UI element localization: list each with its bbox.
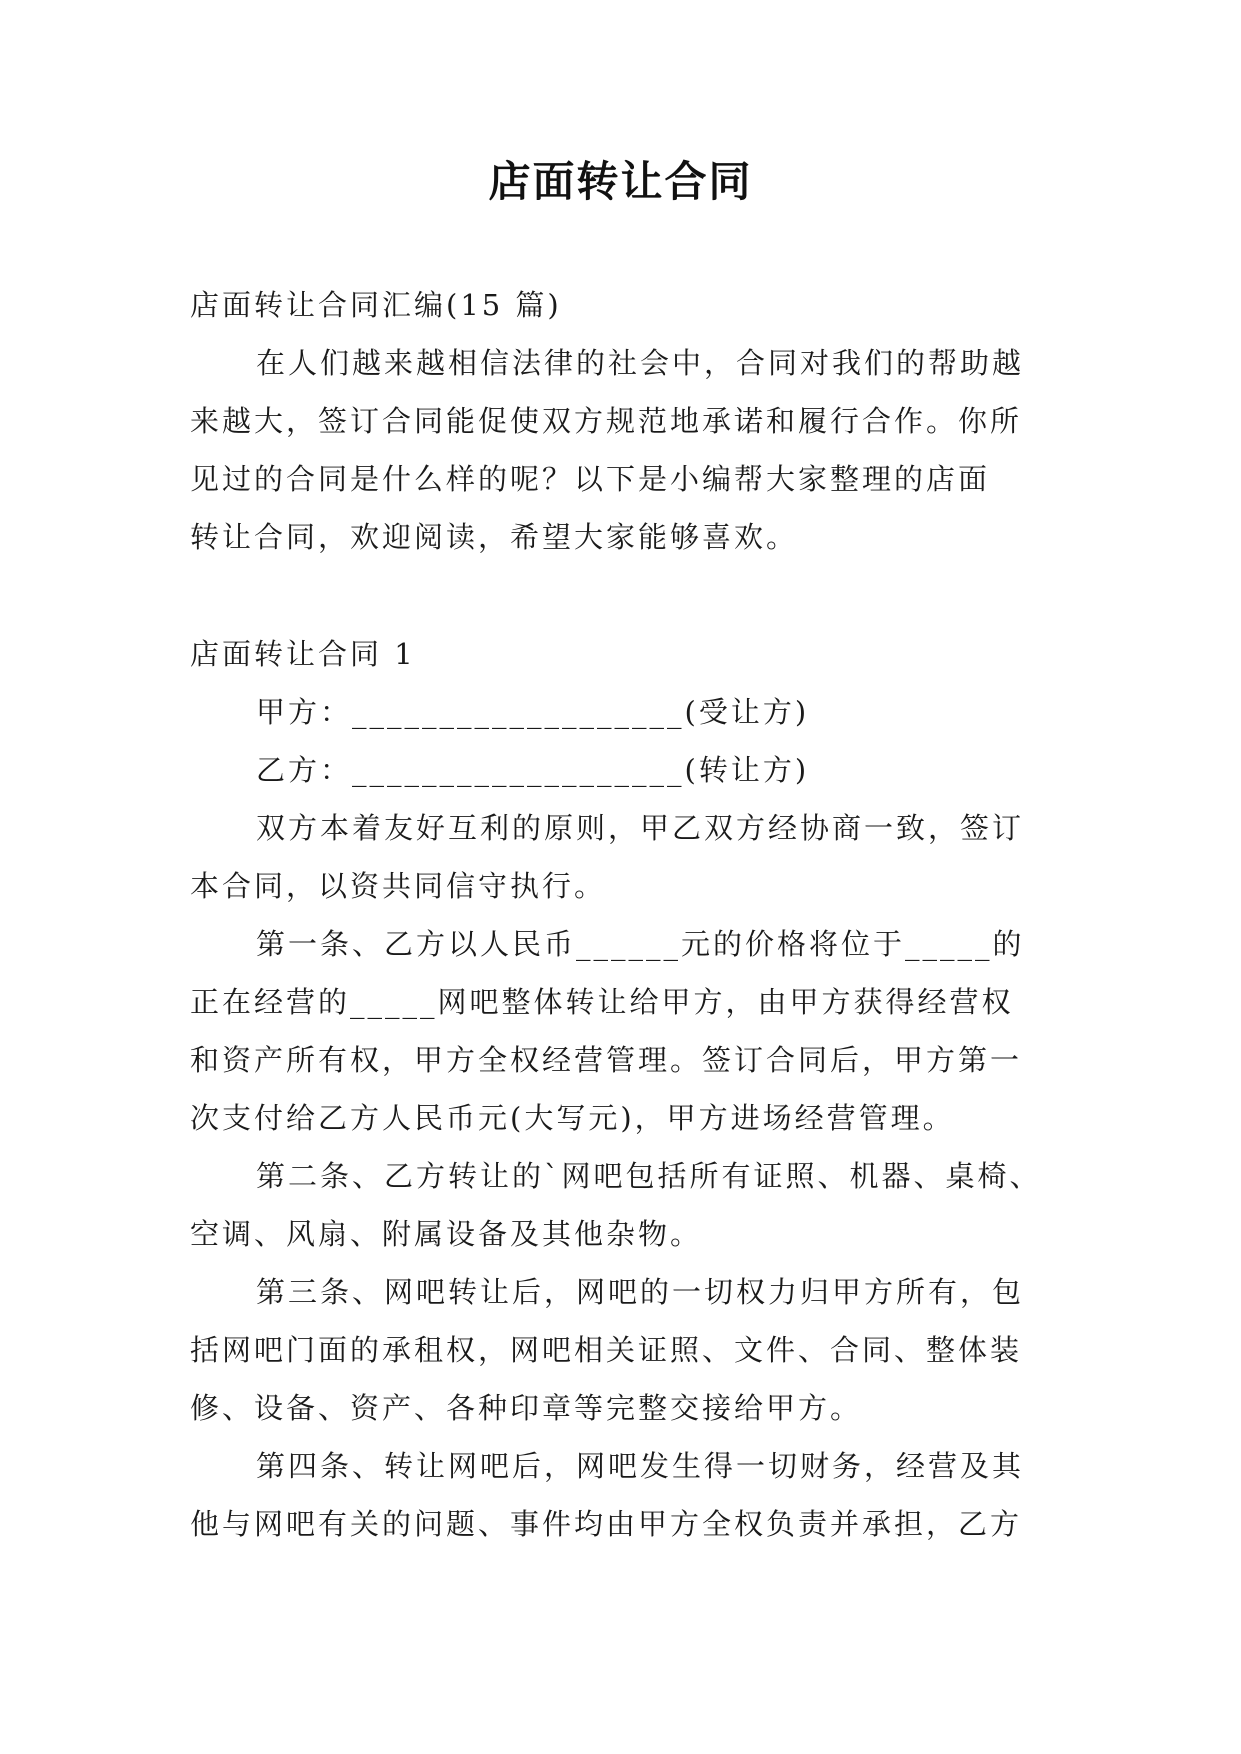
- document-body: [190, 276, 1054, 1553]
- article-2-line: 空调、风扇、附属设备及其他杂物。: [190, 1217, 703, 1251]
- intro-paragraph-line: 见过的合同是什么样的呢？以下是小编帮大家整理的店面: [190, 462, 991, 496]
- article-4-line: 他与网吧有关的问题、事件均由甲方全权负责并承担，乙方: [190, 1507, 1023, 1541]
- article-3-line: 括网吧门面的承租权，网吧相关证照、文件、合同、整体装: [190, 1333, 1023, 1367]
- article-1-line: 和资产所有权，甲方全权经营管理。签订合同后，甲方第一: [190, 1043, 1023, 1077]
- article-1-line: 第一条、乙方以人民币______元的价格将位于_____的: [256, 927, 1025, 961]
- contract-heading: 店面转让合同 1: [190, 637, 416, 671]
- article-4-line: 第四条、转让网吧后，网吧发生得一切财务，经营及其: [256, 1449, 1025, 1483]
- party-a-line: 甲方：___________________(受让方): [256, 695, 810, 729]
- collection-heading: 店面转让合同汇编(15 篇): [190, 288, 562, 322]
- party-b-line: 乙方：___________________(转让方): [256, 753, 810, 787]
- preamble-line: 双方本着友好互利的原则，甲乙双方经协商一致，签订: [256, 811, 1025, 845]
- intro-paragraph-line: 转让合同，欢迎阅读，希望大家能够喜欢。: [190, 520, 799, 554]
- article-1-line: 正在经营的_____网吧整体转让给甲方，由甲方获得经营权: [190, 985, 1014, 1019]
- intro-paragraph-line: 在人们越来越相信法律的社会中，合同对我们的帮助越: [256, 346, 1025, 380]
- document-title: 店面转让合同: [488, 157, 753, 206]
- intro-paragraph-line: 来越大，签订合同能促使双方规范地承诺和履行合作。你所: [190, 404, 1023, 438]
- article-3-line: 修、设备、资产、各种印章等完整交接给甲方。: [190, 1391, 863, 1425]
- article-1-line: 次支付给乙方人民币元(大写元)，甲方进场经营管理。: [190, 1101, 955, 1135]
- preamble-line: 本合同，以资共同信守执行。: [190, 869, 607, 903]
- spacer: [190, 566, 1054, 625]
- article-3-line: 第三条、网吧转让后，网吧的一切权力归甲方所有，包: [256, 1275, 1025, 1309]
- article-2-line: 第二条、乙方转让的`网吧包括所有证照、机器、桌椅、: [256, 1159, 1042, 1193]
